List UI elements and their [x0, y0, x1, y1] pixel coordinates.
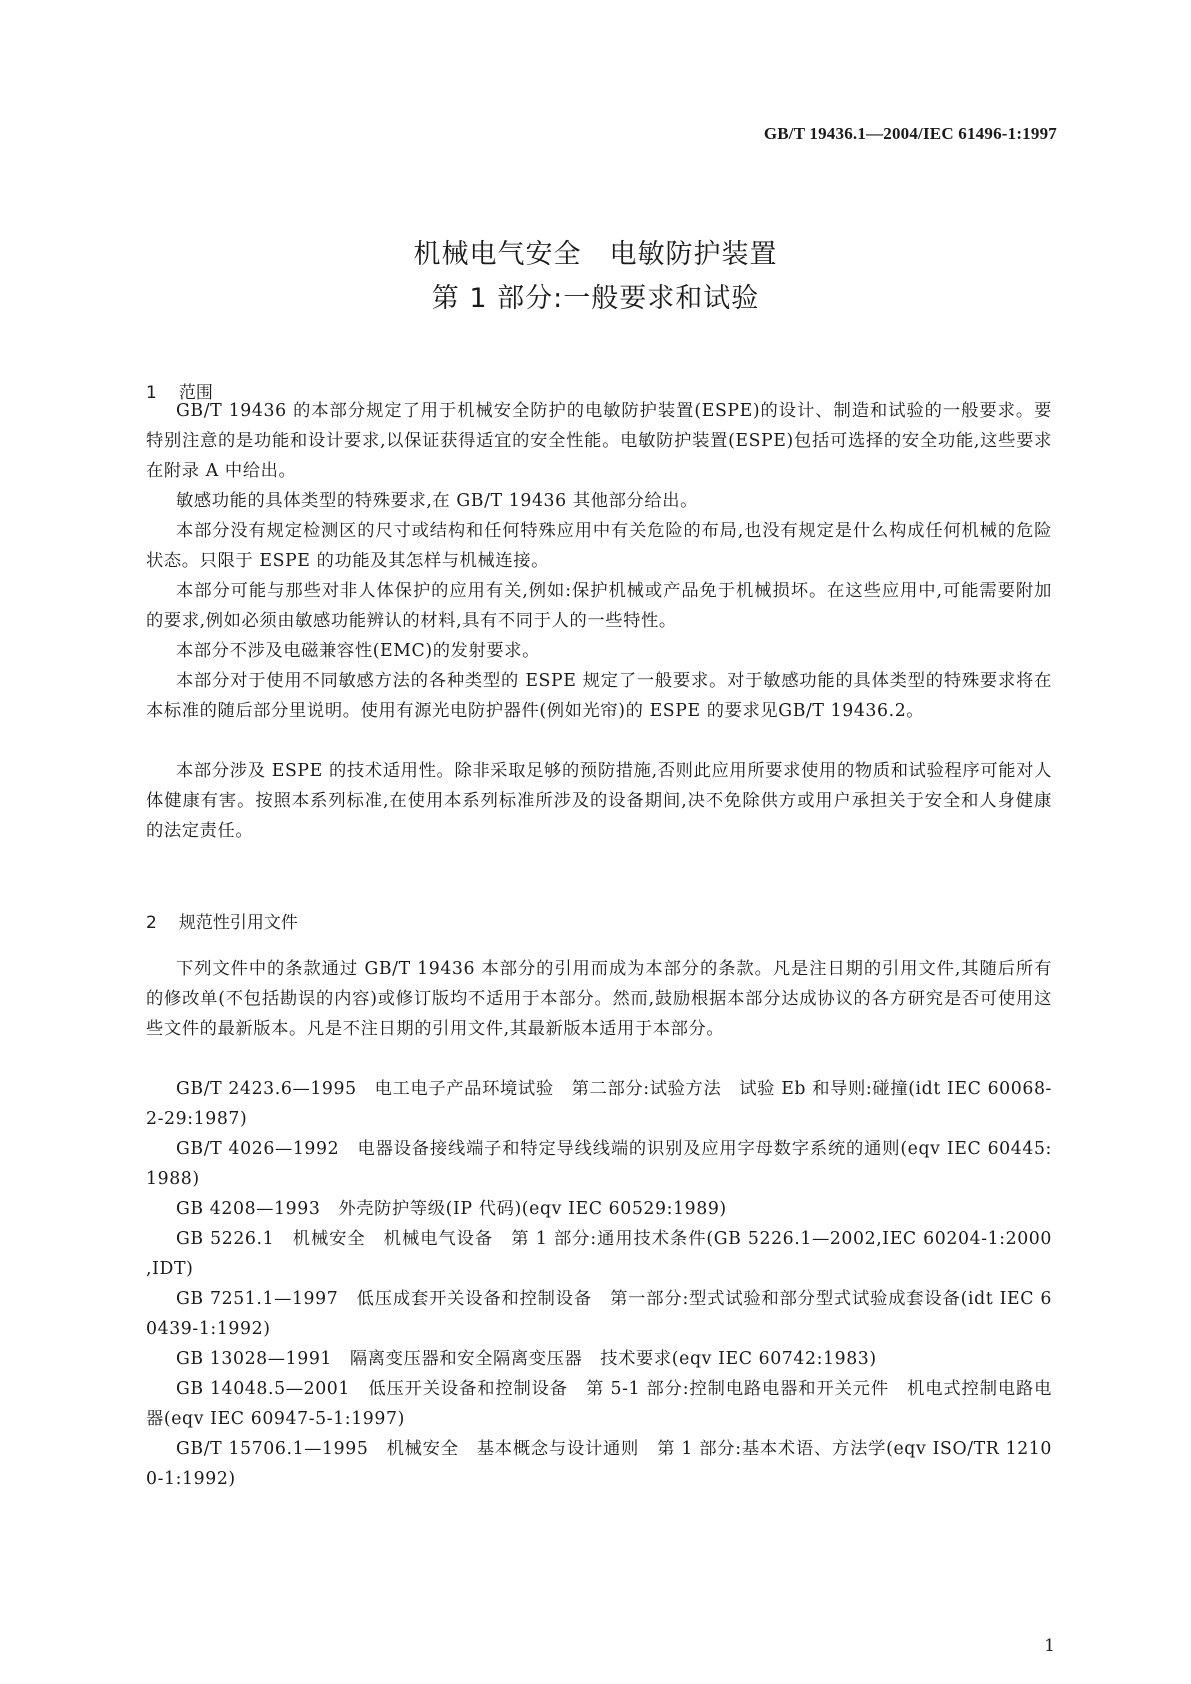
- reference-entry: GB 5226.1 机械安全 机械电气设备 第 1 部分:通用技术条件(GB 5226.1—2002,IEC 60204-1:2000 ,IDT): [146, 1229, 1052, 1279]
- reference-entry: GB/T 2423.6—1995 电工电子产品环境试验 第二部分:试验方法 试验 Eb 和导则:碰撞(idt IEC 60068-2-29:1987): [146, 1079, 1052, 1129]
- reference-entry: GB 4208—1993 外壳防护等级(IP 代码)(eqv IEC 60529:1989): [176, 1199, 727, 1219]
- section-number: 2: [146, 913, 157, 933]
- section-title: 规范性引用文件: [178, 913, 298, 933]
- document-title-line1: 机械电气安全 电敏防护装置: [413, 239, 778, 270]
- paragraph: 本部分不涉及电磁兼容性(EMC)的发射要求。: [176, 641, 540, 661]
- document-title-line2: 第 1 部分:一般要求和试验: [431, 283, 760, 314]
- standard-code: GB/T 19436.1—2004/IEC 61496-1:1997: [763, 124, 1057, 143]
- reference-entry: GB/T 4026—1992 电器设备接线端子和特定导线线端的识别及应用字母数字系统的通则(eqv IEC 60445:1988): [146, 1139, 1052, 1189]
- paragraph: 本部分对于使用不同敏感方法的各种类型的 ESPE 规定了一般要求。对于敏感功能的具体类型的特殊要求将在本标准的随后部分里说明。使用有源光电防护器件(例如光帘)的 ESPE 的要求见GB/T 19436.2。: [146, 671, 1052, 721]
- reference-entry: GB 14048.5—2001 低压开关设备和控制设备 第 5-1 部分:控制电路电器和开关元件 机电式控制电路电器(eqv IEC 60947-5-1:1997): [146, 1379, 1052, 1429]
- paragraph: GB/T 19436 的本部分规定了用于机械安全防护的电敏防护装置(ESPE)的设计、制造和试验的一般要求。要特别注意的是功能和设计要求,以保证获得适宜的安全性能。电敏防护装置(ESPE)包括可选择的安全功能,这些要求在附录 A 中给出。: [146, 401, 1052, 481]
- reference-entry: GB 13028—1991 隔离变压器和安全隔离变压器 技术要求(eqv IEC 60742:1983): [176, 1349, 877, 1369]
- page-number: 1: [1044, 1636, 1055, 1656]
- paragraph: 下列文件中的条款通过 GB/T 19436 本部分的引用而成为本部分的条款。凡是注日期的引用文件,其随后所有的修改单(不包括勘误的内容)或修订版均不适用于本部分。然而,鼓励根据本部分达成协议的各方研究是否可使用这些文件的最新版本。凡是不注日期的引用文件,其最新版本适用于本部分。: [146, 959, 1052, 1039]
- paragraph: 本部分没有规定检测区的尺寸或结构和任何特殊应用中有关危险的布局,也没有规定是什么构成任何机械的危险状态。只限于 ESPE 的功能及其怎样与机械连接。: [146, 521, 1052, 571]
- section-title: 范围: [178, 383, 213, 403]
- reference-entry: GB 7251.1—1997 低压成套开关设备和控制设备 第一部分:型式试验和部分型式试验成套设备(idt IEC 60439-1:1992): [146, 1289, 1052, 1339]
- reference-entry: GB/T 15706.1—1995 机械安全 基本概念与设计通则 第 1 部分:基本术语、方法学(eqv ISO/TR 12100-1:1992): [146, 1439, 1052, 1489]
- section-heading-normative-references: [146, 908, 298, 933]
- paragraph: 本部分涉及 ESPE 的技术适用性。除非采取足够的预防措施,否则此应用所要求使用的物质和试验程序可能对人体健康有害。按照本系列标准,在使用本系列标准所涉及的设备期间,决不免除供方或用户承担关于安全和人身健康的法定责任。: [146, 761, 1052, 841]
- section-number: 1: [146, 383, 157, 403]
- paragraph: 敏感功能的具体类型的特殊要求,在 GB/T 19436 其他部分给出。: [176, 491, 698, 511]
- paragraph: 本部分可能与那些对非人体保护的应用有关,例如:保护机械或产品免于机械损坏。在这些应用中,可能需要附加的要求,例如必须由敏感功能辨认的材料,具有不同于人的一些特性。: [146, 581, 1052, 631]
